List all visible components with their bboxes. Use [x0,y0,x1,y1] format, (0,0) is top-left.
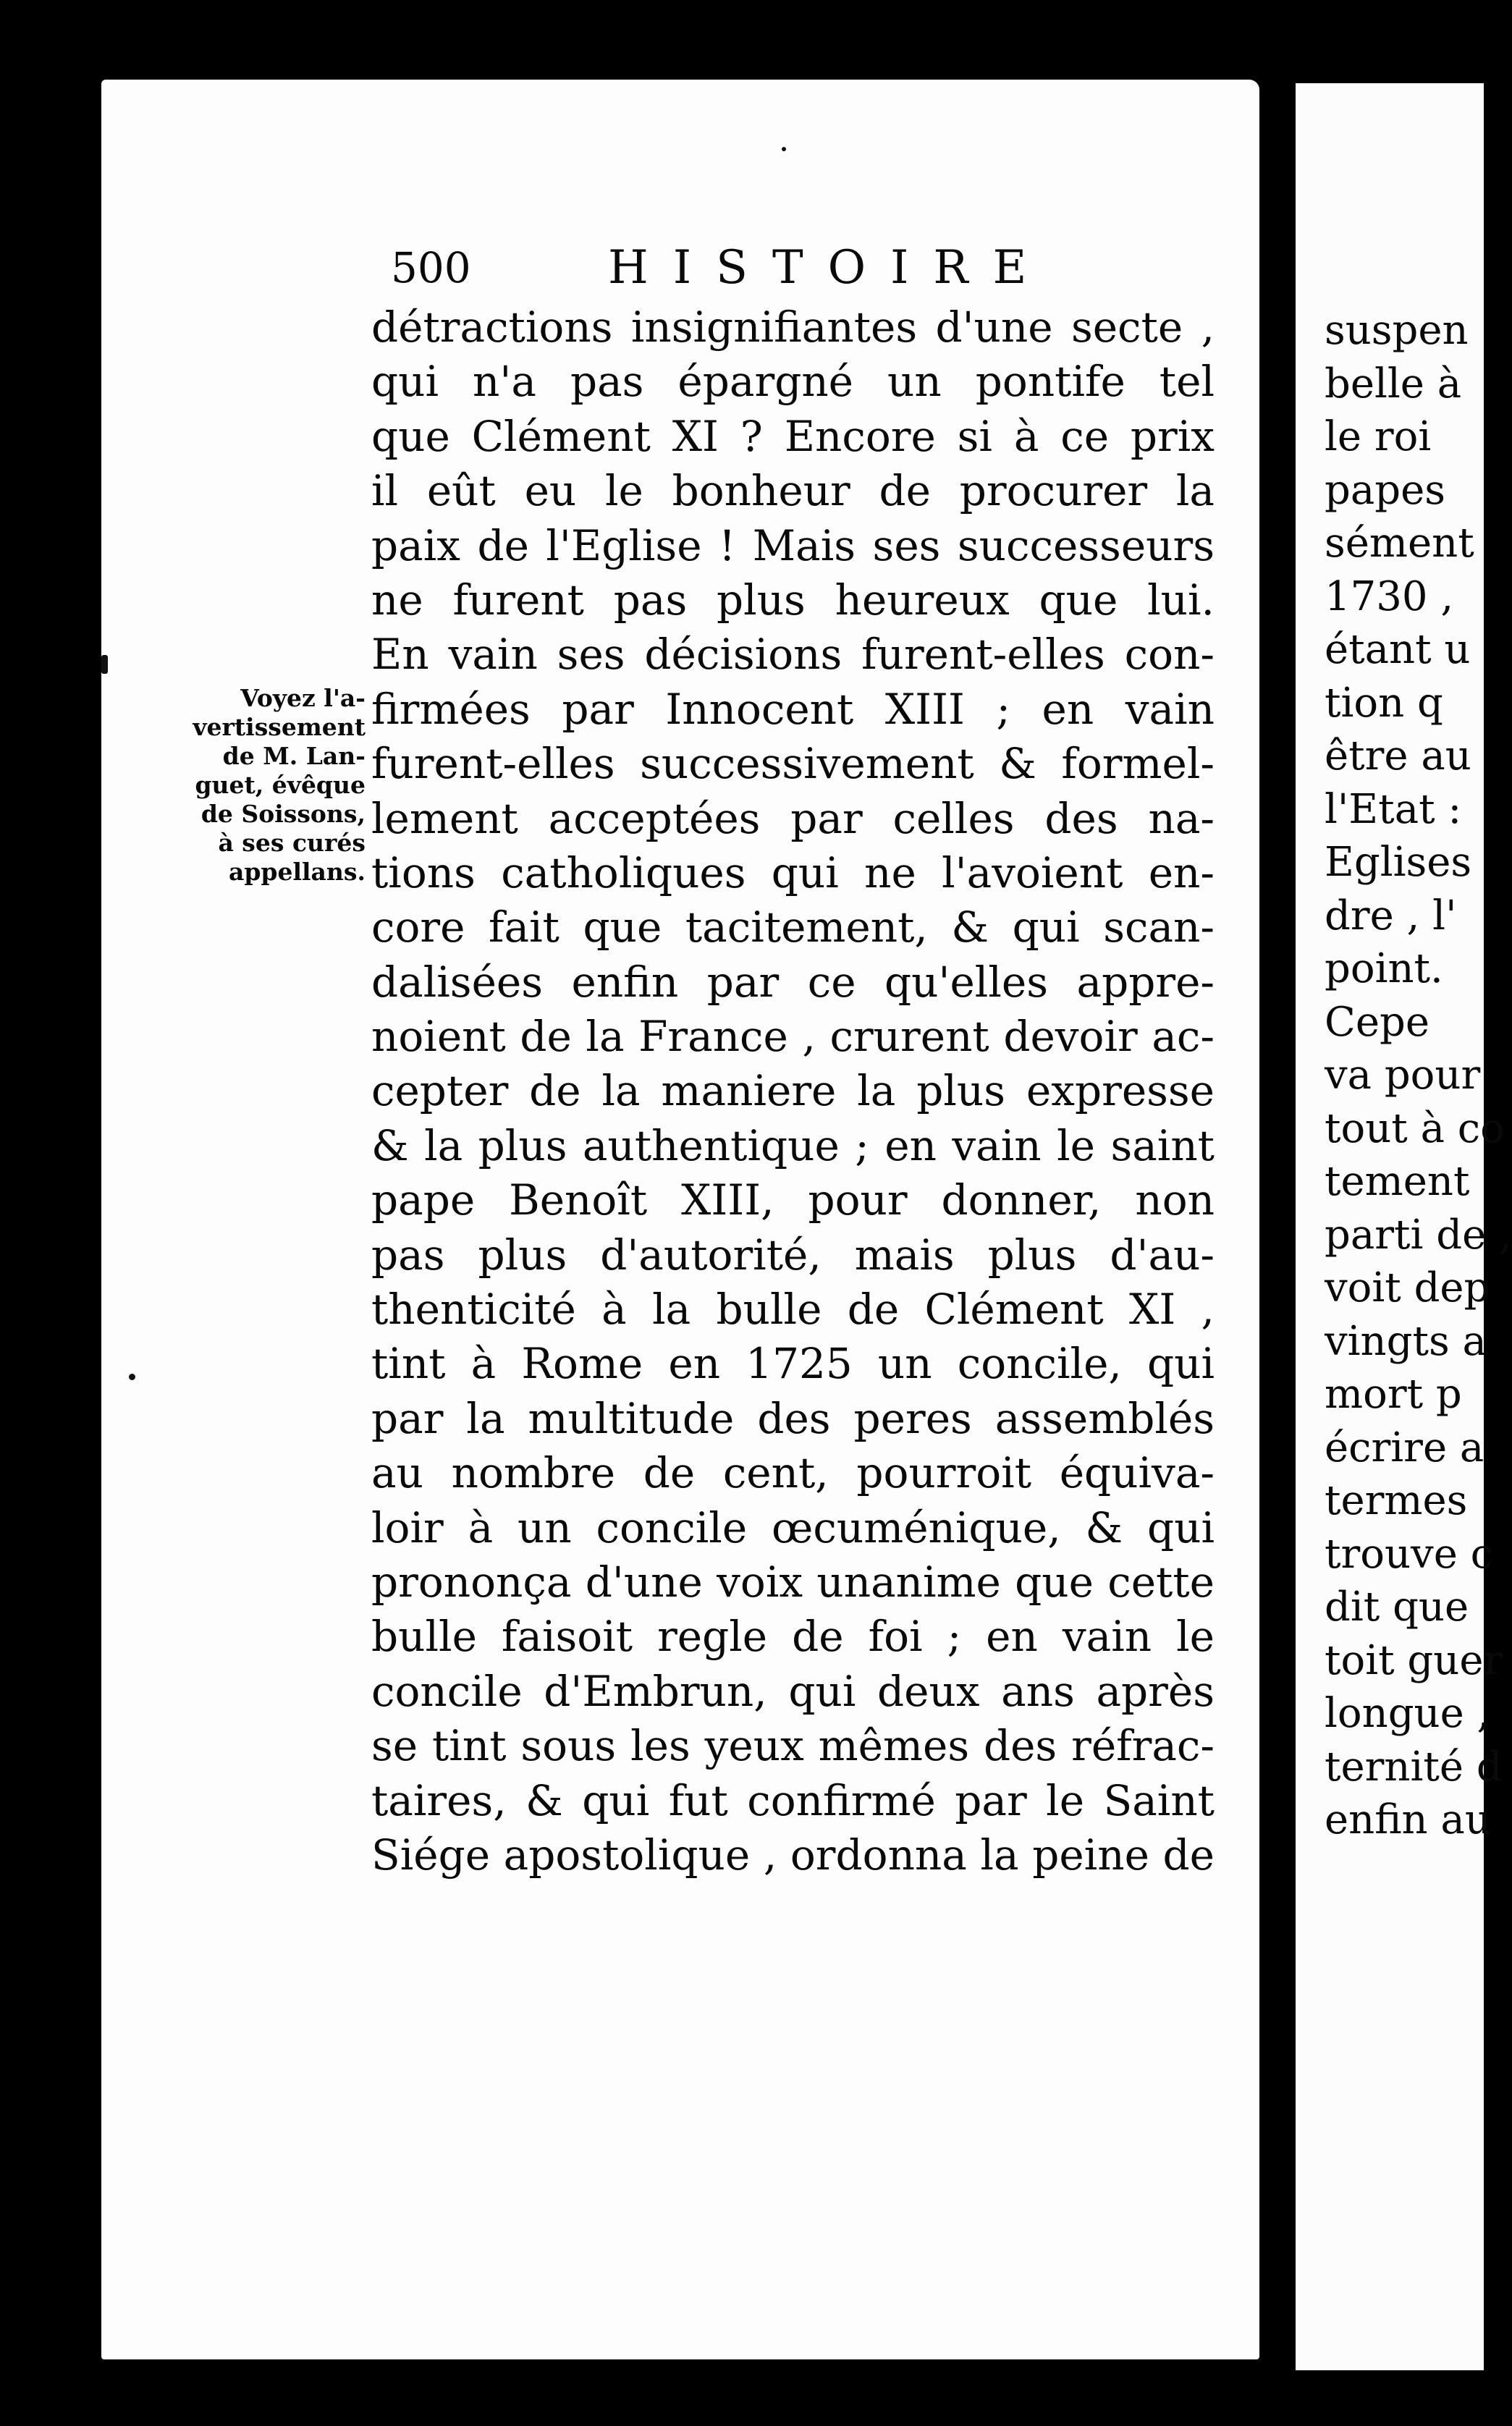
facing-text-line: belle à [1325,360,1462,407]
facing-text-line: termes [1325,1477,1468,1524]
main-text-block [371,300,1215,1882]
facing-text-line: mort p [1325,1371,1462,1418]
facing-text-line: point. [1325,945,1443,992]
text-line: cepter de la maniere la plus expresse [371,1066,1215,1116]
facing-text-line: parti de , [1325,1211,1512,1259]
facing-text-line: écrire a [1325,1424,1484,1471]
facing-text-line: le roi [1325,413,1432,460]
margin-note-line: guet, évêque [195,771,366,799]
text-line: thenticité à la bulle de Clément XI , [371,1285,1215,1335]
facing-text-line: Cepe [1325,998,1429,1046]
text-line: firmées par Innocent XIII ; en vain [371,684,1215,734]
facing-text-line: tion q [1325,679,1443,727]
facing-text-line: l'Etat : [1325,785,1462,833]
text-line: se tint sous les yeux mêmes des réfrac- [371,1721,1215,1771]
facing-text-line: va pour [1325,1052,1481,1099]
margin-note-line: Voyez l'a- [240,684,366,712]
text-line: En vain ses décisions furent-elles con- [371,630,1215,680]
facing-text-line: longue , [1325,1690,1490,1737]
text-line: paix de l'Eglise ! Mais ses successeurs [371,520,1215,570]
margin-note-line: vertissement [193,713,366,741]
facing-text-line: vingts a [1325,1317,1487,1365]
text-line: loir à un concile œcuménique, & qui [371,1502,1215,1552]
text-line: tint à Rome en 1725 un concile, qui [371,1339,1215,1389]
facing-text-line: étant u [1325,626,1471,673]
facing-text-line: suspen [1325,307,1469,354]
facing-text-line: dre , l' [1325,892,1457,939]
margin-note-line: appellans. [228,858,366,886]
facing-text-line: toit guer [1325,1636,1503,1684]
facing-text-line: trouve c [1325,1530,1493,1578]
running-head [391,239,1201,297]
text-line: ne furent pas plus heureux que lui. [371,575,1215,625]
text-line: noient de la France , crurent devoir ac- [371,1012,1215,1062]
facing-text-line: sément [1325,520,1474,567]
facing-text-line: être au [1325,732,1471,779]
margin-note-line: à ses curés [218,829,366,857]
facing-text-line: Eglises [1325,839,1472,886]
facing-page-text [1325,304,1512,1847]
text-line: qui n'a pas épargné un pontife tel [371,357,1215,407]
margin-note-line: de M. Lan- [222,742,366,770]
facing-text-line: enfin au [1325,1796,1491,1843]
text-line: core fait que tacitement, & qui scan- [371,903,1215,952]
text-line: pape Benoît XIII, pour donner, non [371,1175,1215,1225]
text-line: furent-elles successivement & formel- [371,739,1215,789]
facing-text-line: tout à co [1325,1104,1505,1152]
facing-text-line: 1730 , [1325,572,1454,620]
page-number: 500 [391,243,471,292]
text-line: lement acceptées par celles des na- [371,793,1215,843]
text-line: pas plus d'autorité, mais plus d'au- [371,1230,1215,1280]
text-line: par la multitude des peres assemblés [371,1393,1215,1443]
text-line: détractions insignifiantes d'une secte , [371,303,1215,352]
facing-text-line: tement [1325,1158,1470,1205]
text-line: il eût eu le bonheur de procurer la [371,466,1215,516]
margin-note [148,684,366,887]
text-line: que Clément XI ? Encore si à ce prix [371,411,1215,461]
text-line: & la plus authentique ; en vain le saint [371,1120,1215,1170]
text-line: taires, & qui fut confirmé par le Saint [371,1775,1215,1825]
text-line: dalisées enfin par ce qu'elles appre- [371,957,1215,1007]
text-line: Siége apostolique , ordonna la peine de [371,1830,1215,1880]
text-line: prononça d'une voix unanime que cette [371,1557,1215,1607]
facing-text-line: voit dep [1325,1264,1490,1311]
facing-text-line: papes [1325,466,1445,514]
running-title: HISTOIRE [608,241,1052,295]
margin-note-line: de Soissons, [200,800,366,828]
facing-text-line: ternité d [1325,1743,1503,1791]
text-line: bulle faisoit regle de foi ; en vain le [371,1612,1215,1662]
text-line: concile d'Embrun, qui deux ans après [371,1666,1215,1716]
text-line: au nombre de cent, pourroit équiva- [371,1448,1215,1498]
text-line: tions catholiques qui ne l'avoient en- [371,848,1215,897]
facing-text-line: dit que [1325,1584,1469,1631]
